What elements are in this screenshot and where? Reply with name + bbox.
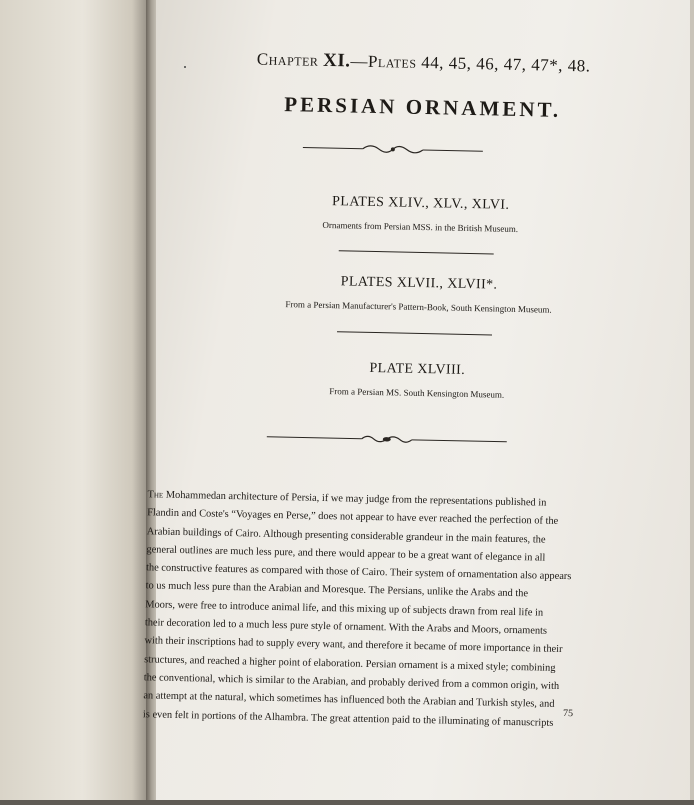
body-line: Moors, were free to introduce animal life, and this mixing up of subjects drawn from real life in (145, 599, 544, 619)
section-rule-1 (339, 250, 494, 254)
section-rule-2 (337, 331, 492, 335)
plates-list: 44, 45, 46, 47, 47*, 48. (421, 52, 591, 76)
chapter-prefix: Chapter (256, 49, 319, 70)
chapter-number: XI. (322, 49, 351, 72)
body-line: their decoration led to a much less pure style of ornament. With the Arabs and Moors, ornaments (144, 617, 548, 637)
chapter-heading (155, 46, 693, 79)
body-paragraph (143, 486, 626, 734)
body-line: to us much less pure than the Arabian and Moresque. The Persians, unlike the Arabs and the (145, 580, 529, 600)
plate-group-title-2: PLATES XLVII., XLVII*. (340, 274, 498, 293)
body-line: general outlines are much less pure, and there would appear to be a great want of elegance in all (146, 544, 546, 564)
plates-prefix: —Plates (350, 51, 417, 72)
drop-word: The (147, 489, 164, 501)
body-line: an attempt at the natural, which sometimes has influenced both the Arabian and Turkish styles, and (143, 690, 555, 711)
title-ornament-divider (303, 140, 483, 158)
closing-ornament-divider (267, 430, 507, 449)
plate-group-source-3: From a Persian MS. South Kensington Museum. (329, 386, 505, 400)
body-line-text: Mohammedan architecture of Persia, if we may judge from the representations published in (163, 489, 547, 509)
body-line: the conventional, which is similar to the Arabian, and probably derived from a common origin, with (143, 672, 560, 692)
page-content (139, 0, 694, 805)
plate-group-source-2: From a Persian Manufacturer's Pattern-Book, South Kensington Museum. (285, 299, 552, 315)
body-line: Arabian buildings of Cairo. Although presenting considerable grandeur in the main features, the (146, 525, 546, 546)
page-title: PERSIAN ORNAMENT. (284, 92, 562, 122)
body-line: the constructive features as compared with those of Cairo. Their system of ornamentation also appears (145, 562, 572, 583)
left-facing-page (0, 0, 150, 800)
page-number: 75 (562, 708, 574, 720)
book-page (142, 0, 694, 800)
body-line: is even felt in portions of the Alhambra. The great attention paid to the illuminating of manuscripts (142, 708, 554, 729)
plate-group-title-1: PLATES XLIV., XLV., XLVI. (331, 194, 510, 213)
plate-group-title-3: PLATE XLVIII. (369, 360, 466, 378)
body-line: Flandin and Coste's “Voyages en Perse,” does not appear to have ever reached the perfection of the (147, 507, 559, 528)
body-line: structures, and reached a higher point of elaboration. Persian ornament is a mixed style; combining (144, 653, 556, 674)
plate-group-source-1: Ornaments from Persian MSS. in the British Museum. (322, 219, 519, 234)
body-line: with their inscriptions had to supply every want, and therefore it became of more importance in their (144, 635, 563, 656)
